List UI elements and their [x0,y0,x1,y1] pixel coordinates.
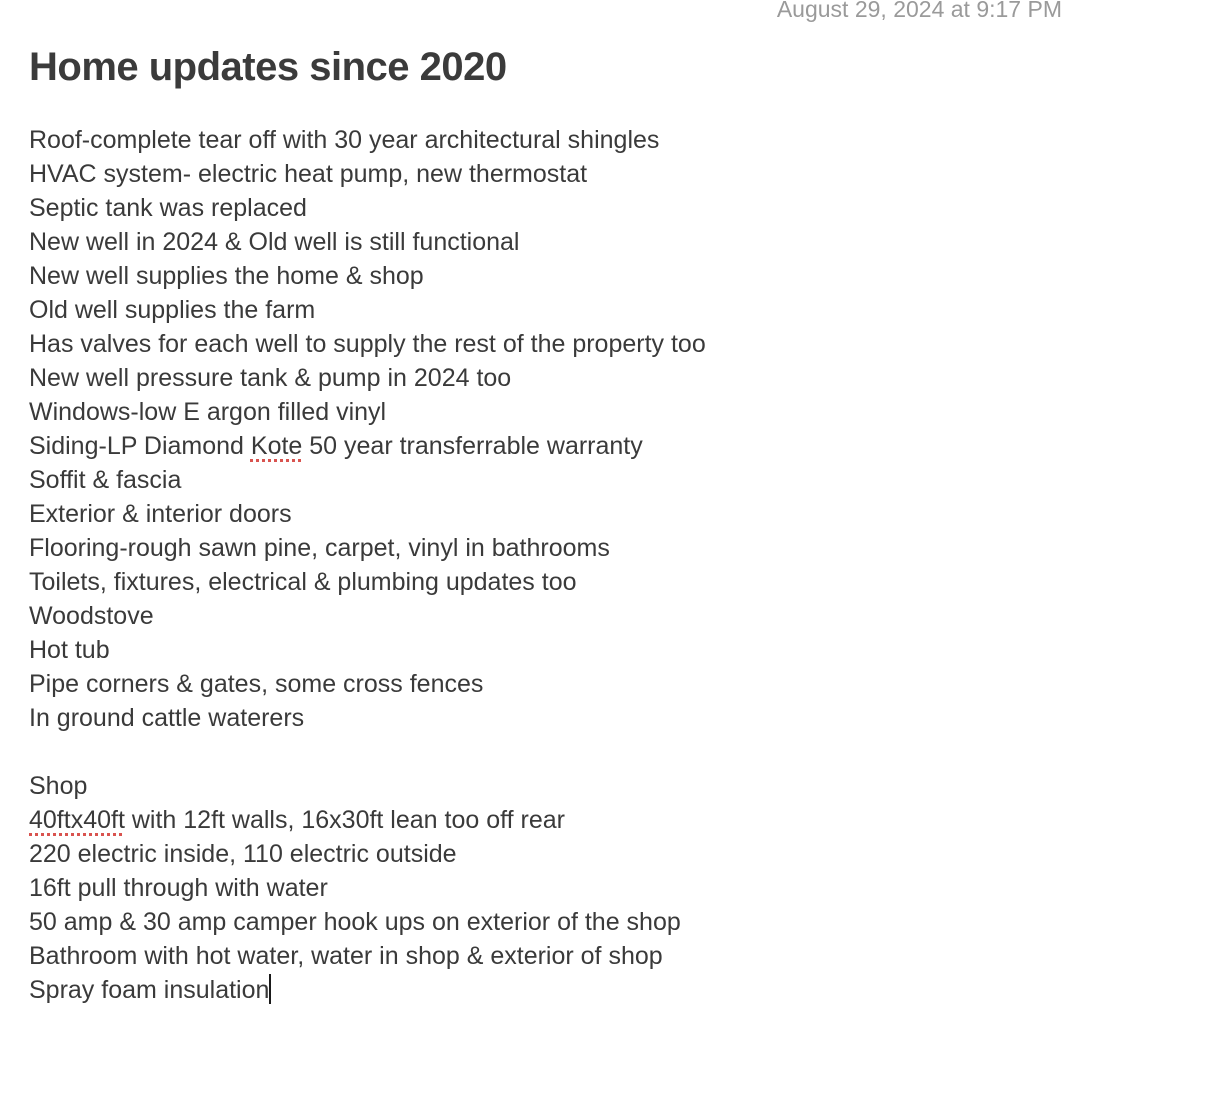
note-line[interactable]: New well in 2024 & Old well is still functional [29,228,520,256]
note-line-siding[interactable] [29,429,1189,463]
note-line[interactable]: 50 amp & 30 amp camper hook ups on exterior of the shop [29,908,681,936]
misspelled-word[interactable]: 40ftx40ft [29,806,125,834]
note-body[interactable] [29,123,1189,1007]
note-line[interactable]: Roof-complete tear off with 30 year architectural shingles [29,126,660,154]
note-line[interactable]: 16ft pull through with water [29,874,328,902]
note-line[interactable]: Septic tank was replaced [29,194,307,222]
note-line[interactable]: Hot tub [29,636,110,664]
note-line[interactable]: Toilets, fixtures, electrical & plumbing updates too [29,568,577,596]
blank-line[interactable] [29,735,1189,769]
note-line[interactable]: In ground cattle waterers [29,704,305,732]
note-line[interactable]: New well pressure tank & pump in 2024 too [29,364,512,392]
note-line[interactable]: Soffit & fascia [29,466,182,494]
note-title[interactable]: Home updates since 2020 [29,45,507,89]
siding-text-before: Siding-LP Diamond [29,432,251,460]
shop-dims-text-after: with 12ft walls, 16x30ft lean too off rear [124,806,565,834]
note-line[interactable]: Bathroom with hot water, water in shop & exterior of shop [29,942,663,970]
note-line-shop-dims[interactable] [29,803,1189,837]
note-line[interactable]: New well supplies the home & shop [29,262,424,290]
note-line[interactable]: Old well supplies the farm [29,296,316,324]
misspelled-word[interactable]: Kote [250,432,303,460]
note-line[interactable]: Pipe corners & gates, some cross fences [29,670,484,698]
siding-text-after: 50 year transferrable warranty [302,432,643,460]
text-cursor [269,974,271,1004]
note-line[interactable]: Windows-low E argon filled vinyl [29,398,387,426]
shop-heading[interactable]: Shop [29,772,88,800]
note-line[interactable]: Has valves for each well to supply the rest of the property too [29,330,706,358]
note-line[interactable]: Woodstove [29,602,154,630]
note-line-last[interactable] [29,973,1189,1007]
note-line[interactable]: Flooring-rough sawn pine, carpet, vinyl in bathrooms [29,534,610,562]
note-line[interactable]: 220 electric inside, 110 electric outside [29,840,457,868]
note-line[interactable]: HVAC system- electric heat pump, new thermostat [29,160,588,188]
note-timestamp: August 29, 2024 at 9:17 PM [776,0,1062,22]
last-line-text: Spray foam insulation [29,976,270,1004]
note-line[interactable]: Exterior & interior doors [29,500,292,528]
